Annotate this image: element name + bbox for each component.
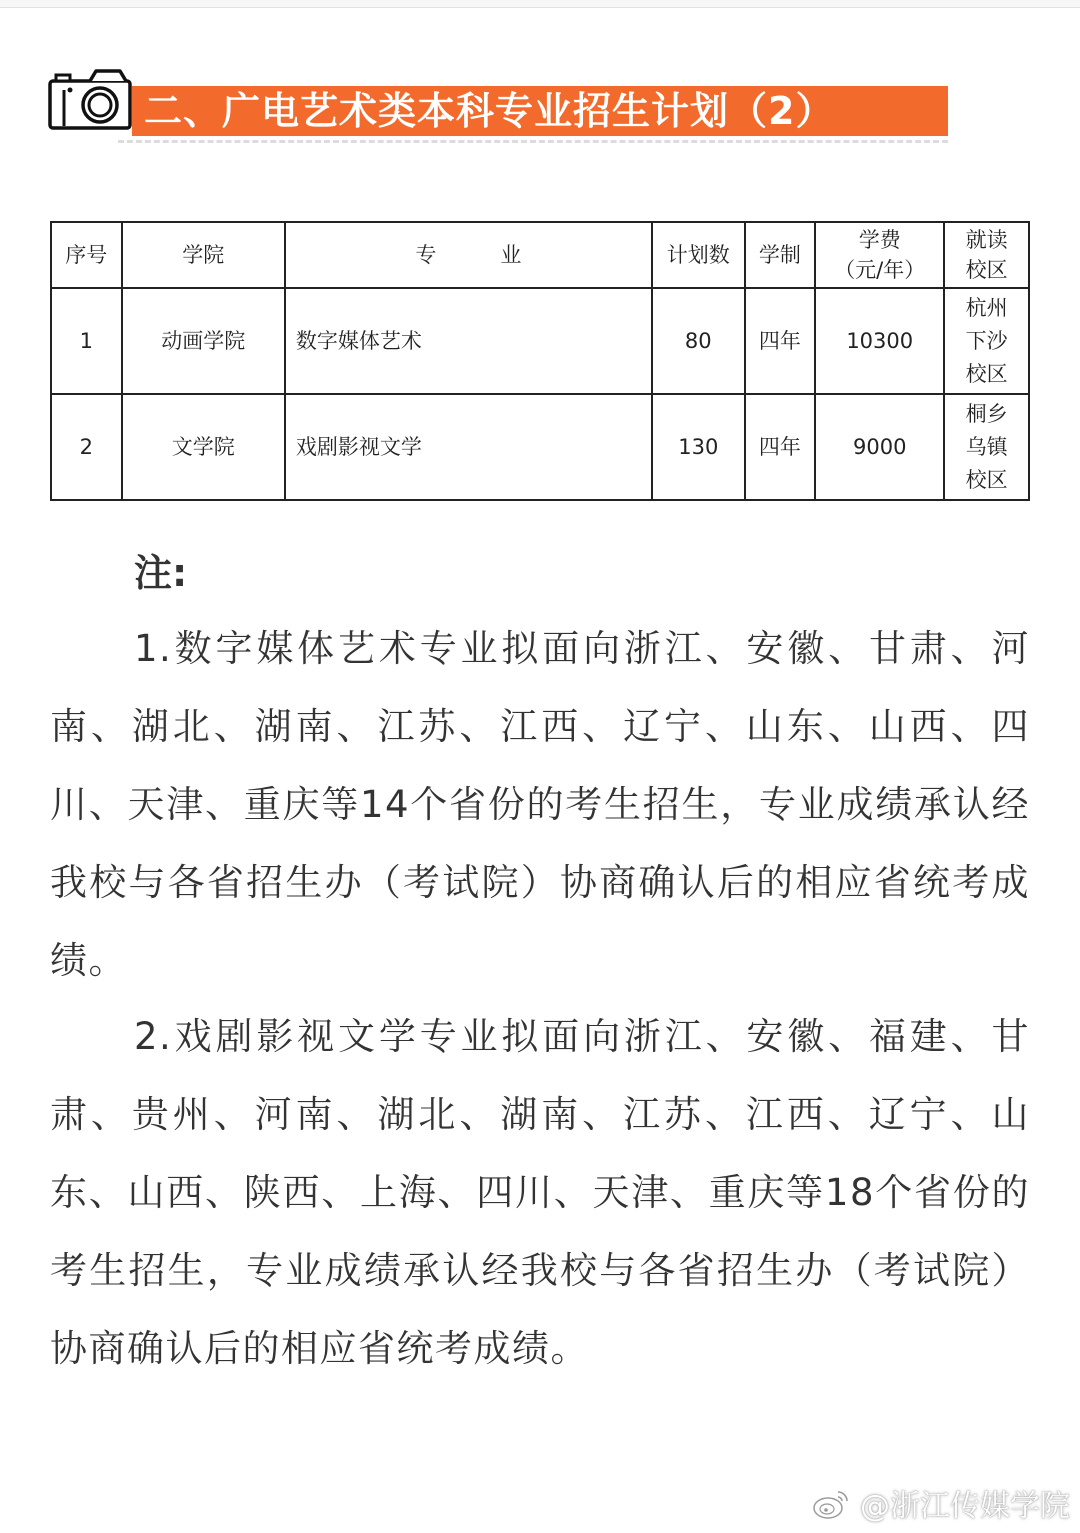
cell-years: 四年 [745, 394, 816, 500]
campus-line3: 校区 [965, 467, 1008, 492]
column-header-college: 学院 [122, 222, 285, 288]
header-dashed-divider [118, 140, 948, 143]
cell-fee: 9000 [815, 394, 944, 500]
cell-college: 文学院 [122, 394, 285, 500]
cell-major: 数字媒体艺术 [285, 288, 652, 394]
section-header [48, 68, 908, 138]
cell-years: 四年 [745, 288, 816, 394]
campus-line2: 下沙 [965, 328, 1008, 353]
table-row [51, 394, 1029, 500]
cell-campus [944, 394, 1029, 500]
note-item-2: 2.戏剧影视文学专业拟面向浙江、安徽、福建、甘肃、贵州、河南、湖北、湖南、江苏、江西、辽宁、山东、山西、陕西、上海、四川、天津、重庆等18个省份的考生招生，专业成绩承认经我校与各省招生办（考试院）协商确认后的相应省统考成绩。 [50, 1015, 1030, 1370]
campus-line1: 杭州 [965, 295, 1008, 320]
column-header-fee [815, 222, 944, 288]
fee-header-line2: （元/年） [834, 258, 926, 282]
top-strip [0, 0, 1080, 8]
cell-college: 动画学院 [122, 288, 285, 394]
notes-heading: 注: [134, 551, 188, 595]
cell-fee: 10300 [815, 288, 944, 394]
section-title: 二、广电艺术类本科专业招生计划（2） [144, 89, 835, 133]
column-header-major-label: 专业 [415, 243, 586, 267]
note-item-1: 1.数字媒体艺术专业拟面向浙江、安徽、甘肃、河南、湖北、湖南、江苏、江西、辽宁、山东、山西、四川、天津、重庆等14个省份的考生招生，专业成绩承认经我校与各省招生办（考试院）协商确认后的相应省统考成绩。 [50, 627, 1030, 982]
campus-line1: 桐乡 [965, 401, 1008, 426]
column-header-years: 学制 [745, 222, 816, 288]
fee-header-line1: 学费 [858, 228, 901, 252]
table-header-row [51, 222, 1029, 288]
weibo-icon [812, 1486, 852, 1520]
cell-campus [944, 288, 1029, 394]
campus-line3: 校区 [965, 361, 1008, 386]
enrollment-plan-table [50, 221, 1030, 501]
column-header-count: 计划数 [652, 222, 745, 288]
cell-count: 130 [652, 394, 745, 500]
column-header-campus [944, 222, 1029, 288]
watermark-text: @浙江传媒学院 [860, 1489, 1070, 1524]
campus-line2: 乌镇 [965, 434, 1008, 459]
campus-header-line1: 就读 [965, 228, 1008, 252]
cell-major: 戏剧影视文学 [285, 394, 652, 500]
table-row [51, 288, 1029, 394]
campus-header-line2: 校区 [965, 258, 1008, 282]
cell-no: 2 [51, 394, 122, 500]
cell-no: 1 [51, 288, 122, 394]
cell-count: 80 [652, 288, 745, 394]
watermark [812, 1483, 1070, 1523]
column-header-no: 序号 [51, 222, 122, 288]
camera-icon [48, 68, 132, 130]
column-header-major [285, 222, 652, 288]
